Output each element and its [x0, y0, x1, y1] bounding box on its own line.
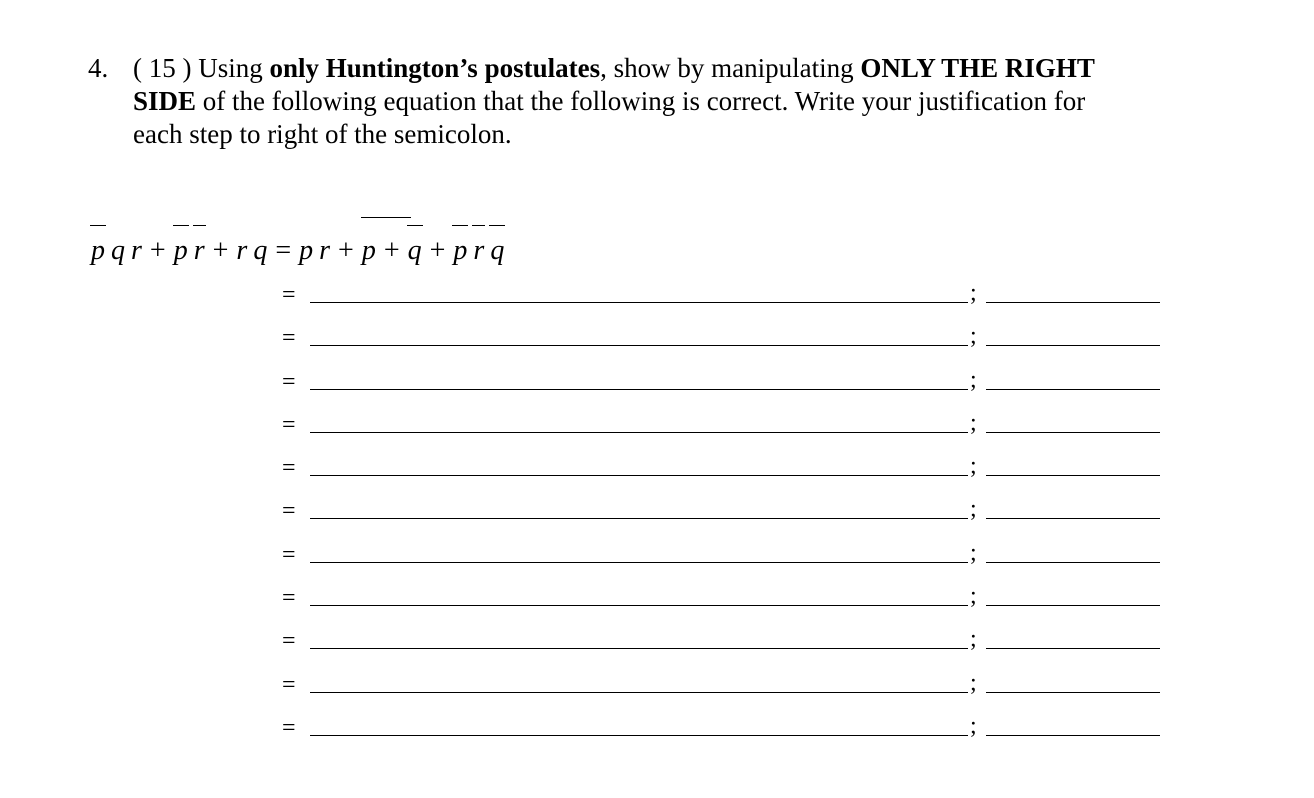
step-equals-sign: =: [282, 282, 296, 308]
step-semicolon: ;: [970, 496, 977, 523]
step-expression-blank[interactable]: [310, 475, 968, 476]
step-semicolon: ;: [970, 453, 977, 480]
step-expression-blank[interactable]: [310, 345, 968, 346]
question-line-2: [88, 85, 1095, 118]
rhs-term: q: [487, 236, 507, 266]
question-bold-span: ONLY THE RIGHT: [860, 53, 1095, 83]
step-semicolon: ;: [970, 323, 977, 350]
rhs-term: r: [319, 235, 331, 266]
step-semicolon: ;: [970, 409, 977, 436]
rhs-term: p: [450, 236, 470, 266]
lhs-term: q: [111, 235, 125, 266]
step-expression-blank[interactable]: [310, 735, 968, 736]
step-expression-blank[interactable]: [310, 389, 968, 390]
step-equals-sign: =: [282, 498, 296, 525]
step-equals-sign: =: [282, 411, 296, 438]
step-justification-blank[interactable]: [986, 432, 1160, 433]
rhs-term: q: [405, 236, 425, 266]
step-expression-blank[interactable]: [310, 432, 968, 433]
rhs-operator: +: [338, 235, 354, 266]
step-justification-blank[interactable]: [986, 345, 1160, 346]
step-equals-sign: =: [282, 671, 296, 698]
question-text: [88, 52, 1095, 151]
step-justification-blank[interactable]: [986, 605, 1160, 606]
step-justification-blank[interactable]: [986, 692, 1160, 693]
question-bold-span: only Huntington’s postulates: [269, 53, 601, 83]
question-number: 4.: [88, 53, 109, 83]
rhs-term: p: [299, 235, 314, 266]
step-justification-blank[interactable]: [986, 475, 1160, 476]
boolean-equation: [88, 236, 507, 266]
question-line-3: [88, 118, 1095, 151]
question-points: ( 15 ): [133, 53, 192, 83]
lhs-term: r: [131, 235, 142, 266]
question-text-span: Using: [198, 53, 270, 83]
step-semicolon: ;: [970, 669, 977, 696]
lhs-term: p: [88, 236, 108, 266]
step-semicolon: ;: [970, 366, 977, 393]
rhs-term: p: [361, 235, 376, 266]
question-text-span: of the following equation that the following is correct. Write your justification for: [196, 86, 1086, 116]
step-justification-blank[interactable]: [986, 302, 1160, 303]
step-expression-blank[interactable]: [310, 692, 968, 693]
lhs-term: r: [191, 236, 208, 266]
rhs-operator: +: [383, 235, 400, 266]
step-equals-sign: =: [282, 541, 296, 568]
equals-sign: =: [275, 235, 292, 266]
step-semicolon: ;: [970, 280, 977, 306]
step-semicolon: ;: [970, 712, 977, 739]
step-semicolon: ;: [970, 539, 977, 566]
lhs-term: r: [236, 235, 248, 266]
step-equals-sign: =: [282, 325, 296, 352]
step-equals-sign: =: [282, 455, 296, 482]
step-equals-sign: =: [282, 368, 296, 395]
step-semicolon: ;: [970, 583, 977, 610]
question-text-span: each step to right of the semicolon.: [133, 119, 512, 149]
step-equals-sign: =: [282, 585, 296, 612]
lhs-operator: +: [212, 235, 229, 266]
step-justification-blank[interactable]: [986, 389, 1160, 390]
question-line-1: [88, 52, 1095, 85]
lhs-operator: +: [149, 235, 166, 266]
step-equals-sign: =: [282, 714, 296, 741]
step-justification-blank[interactable]: [986, 648, 1160, 649]
question-text-span: , show by manipulating: [600, 53, 861, 83]
step-justification-blank[interactable]: [986, 518, 1160, 519]
step-expression-blank[interactable]: [310, 605, 968, 606]
rhs-term: r: [470, 236, 487, 266]
step-equals-sign: =: [282, 628, 296, 655]
step-justification-blank[interactable]: [986, 562, 1160, 563]
step-expression-blank[interactable]: [310, 518, 968, 519]
question-bold-span: SIDE: [133, 86, 197, 116]
step-expression-blank[interactable]: [310, 302, 968, 303]
step-justification-blank[interactable]: [986, 735, 1160, 736]
step-expression-blank[interactable]: [310, 562, 968, 563]
step-semicolon: ;: [970, 626, 977, 653]
step-expression-blank[interactable]: [310, 648, 968, 649]
lhs-term: q: [253, 235, 268, 266]
lhs-term: p: [171, 236, 191, 266]
rhs-operator: +: [429, 235, 446, 266]
